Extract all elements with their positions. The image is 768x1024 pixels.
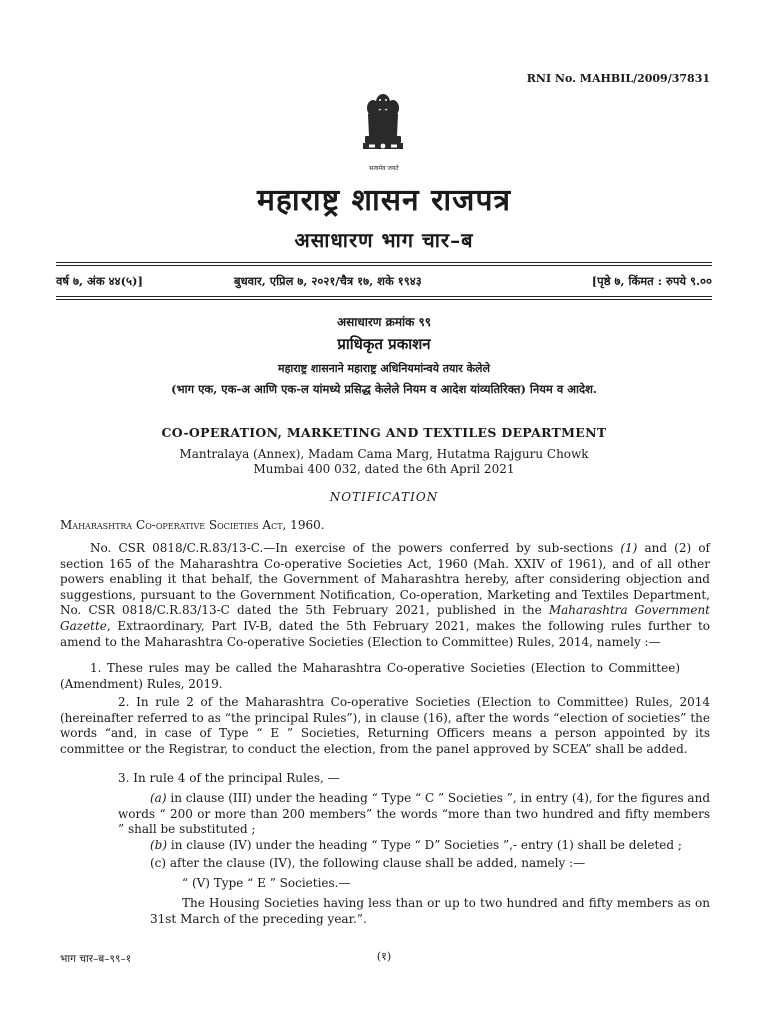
clause-a-label: (a)	[150, 791, 167, 805]
clause-b	[150, 838, 710, 854]
extraordinary-number: असाधारण क्रमांक ९९	[336, 315, 431, 329]
header-divider-bottom	[56, 296, 712, 300]
clause-b-label: (b)	[150, 838, 168, 852]
rni-number: RNI No. MAHBIL/2009/37831	[526, 72, 710, 85]
clause-v-heading: “ (V) Type “ E ” Societies.—	[182, 876, 351, 890]
part-note: (भाग एक, एक-अ आणि एक-ल यांमध्ये प्रसिद्ध केलेले नियम व आदेश यांव्यतिरिक्त) नियम व आदेश.	[171, 382, 597, 396]
rule-3: 3. In rule 4 of the principal Rules, —	[118, 771, 340, 785]
issue-pages-price: [पृष्ठे ७, किंमत : रुपये ९.००	[591, 274, 712, 288]
housing-societies-text: The Housing Societies having less than or up to two hundred and fifty members as on 31st March of the preceding year.”.	[150, 896, 710, 926]
main-paragraph-part-b: and (2) of section 165 of the Maharashtra Co-operative Societies Act, 1960 (Mah. XXIV of 1961), and of all other powers enabling it that behalf, the Government of Maharashtra hereby, after considering objection and suggestions, pursuant to the Government Notification, Co-operation, Marketing and Textiles Department, No. CSR 0818/C.R.83/13-C dated the 5th February 2021, published in the	[60, 541, 711, 618]
clause-a	[118, 791, 710, 838]
clause-b-text: in clause (IV) under the heading “ Type “ D” Societies ”,- entry (1) shall be deleted ;	[167, 838, 682, 852]
main-paragraph-part-c: , Extraordinary, Part IV-B, dated the 5th February 2021, makes the following rules further to amend to the Maharashtra Co-operative Societies (Election to Committee) Rules, 2014, namely :—	[60, 618, 710, 649]
footer-reference: भाग चार–ब–९९–१	[60, 953, 132, 965]
issue-date: बुधवार, एप्रिल ७, २०२१/चैत्र १७, शके १९४३	[234, 274, 422, 288]
clause-c: (c) after the clause (IV), the following clause shall be added, namely :—	[150, 856, 586, 870]
national-emblem-icon	[360, 92, 406, 162]
issue-volume: वर्ष ७, अंक ४४(५)]	[56, 274, 143, 288]
department-address-line2: Mumbai 400 032, dated the 6th April 2021	[253, 462, 515, 476]
department-address-line1: Mantralaya (Annex), Madam Cama Marg, Hutatma Rajguru Chowk	[179, 447, 589, 461]
main-paragraph-part-a: No. CSR 0818/C.R.83/13-C.—In exercise of the powers conferred by sub-sections	[90, 541, 621, 555]
clause-a-text: in clause (III) under the heading “ Type “ C ” Societies ”, in entry (4), for the figures and words “ 200 or more than 200 members” the words “more than two hundred and fifty members ” shall be substituted ;	[118, 791, 710, 837]
sub-section-ref: (1)	[620, 541, 638, 555]
notification-heading: NOTIFICATION	[329, 490, 439, 504]
page-number: (१)	[376, 950, 392, 963]
gazette-title: महाराष्ट्र शासन राजपत्र	[256, 183, 512, 218]
main-paragraph	[60, 541, 710, 650]
rule-2: 2. In rule 2 of the Maharashtra Co-operative Societies (Election to Committee) Rules, 2014 (hereinafter referred to as “the principal Rules”), in clause (16), after the words “election of societies” the words “and, in case of Type “ E ” Societies, Returning Officers means a person appointed by its committee or the Registrar, to conduct the election, from the panel approved by SCEA” shall be added.	[60, 695, 710, 756]
gazette-name: Maharashtra Government Gazette	[60, 603, 710, 633]
rule-1: 1. These rules may be called the Maharashtra Co-operative Societies (Election to Committee) (Amendment) Rules, 2019.	[60, 661, 680, 691]
authoritative-publication: प्राधिकृत प्रकाशन	[337, 335, 431, 353]
gazette-subtitle: असाधारण भाग चार–ब	[294, 228, 474, 252]
emblem-motto: सत्यमेव जयते	[369, 165, 399, 172]
prepared-by-line: महाराष्ट्र शासनाने महाराष्ट्र अधिनियमांन्वये तयार केलेले	[278, 362, 490, 375]
act-title: Maharashtra Co-operative Societies Act, 1960.	[60, 518, 325, 532]
header-divider-top	[56, 262, 712, 266]
department-name: CO-OPERATION, MARKETING AND TEXTILES DEPARTMENT	[161, 425, 607, 440]
